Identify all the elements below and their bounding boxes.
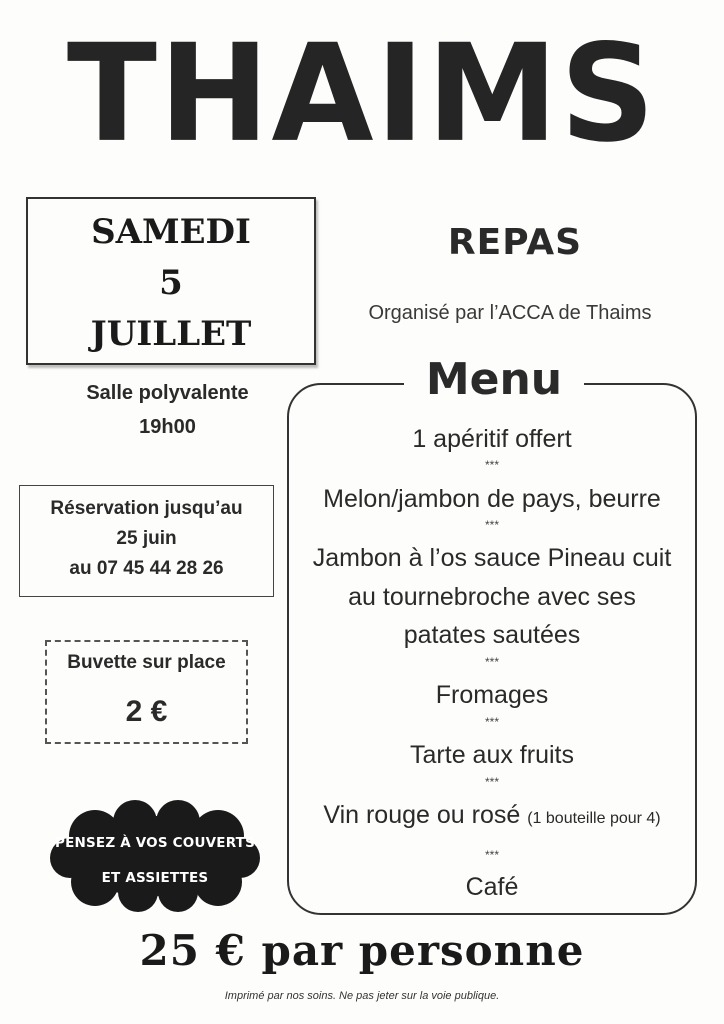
menu-item-wine [289, 800, 695, 834]
reservation-phone: au 07 45 44 28 26 [69, 558, 224, 579]
menu-item: Tarte aux fruits [410, 741, 574, 769]
menu-separator: *** [484, 848, 499, 862]
venue-block [40, 376, 295, 444]
organizer-text: Organisé par l’ACCA de Thaims [368, 302, 652, 324]
reservation-line-1: Réservation jusqu’au [50, 498, 243, 519]
reminder-text [50, 826, 260, 896]
date-weekday: SAMEDI [91, 212, 251, 252]
menu-item: patates sautées [403, 621, 581, 649]
venue-name: Salle polyvalente [86, 382, 249, 404]
date-day: 5 [159, 263, 183, 303]
footer-note: Imprimé par nos soins. Ne pas jeter sur la voie publique. [224, 990, 500, 1002]
buvette-label: Buvette sur place [67, 652, 226, 673]
event-time: 19h00 [139, 416, 196, 438]
event-type: REPAS [447, 222, 583, 263]
reminder-line-2: ET ASSIETTES [101, 870, 209, 886]
menu-separator: *** [484, 715, 499, 729]
menu-separator: *** [484, 775, 499, 789]
menu-separator: *** [484, 655, 499, 669]
menu-separator: *** [484, 518, 499, 532]
menu-title: Menu [404, 352, 584, 408]
reservation-box [19, 485, 274, 597]
menu-item: 1 apéritif offert [412, 425, 572, 453]
date-box [26, 197, 316, 365]
menu-item: Jambon à l’os sauce Pineau cuit [312, 544, 672, 572]
wine-label: Vin rouge ou rosé [323, 801, 521, 829]
page-title: THAIMS [66, 15, 658, 173]
menu-item: Café [465, 873, 519, 901]
menu-item: Melon/jambon de pays, beurre [323, 485, 661, 513]
price-per-person: 25 € par personne [139, 926, 585, 975]
buvette-box [45, 640, 248, 744]
menu-item: Fromages [435, 681, 549, 709]
menu-separator: *** [484, 458, 499, 472]
reservation-line-2: 25 juin [116, 528, 177, 549]
menu-item: au tournebroche avec ses [348, 583, 636, 611]
reminder-line-1: PENSEZ À VOS COUVERTS [54, 835, 256, 851]
date-month: JUILLET [90, 314, 252, 354]
wine-note: (1 bouteille pour 4) [527, 810, 661, 827]
buvette-price: 2 € [125, 695, 168, 728]
